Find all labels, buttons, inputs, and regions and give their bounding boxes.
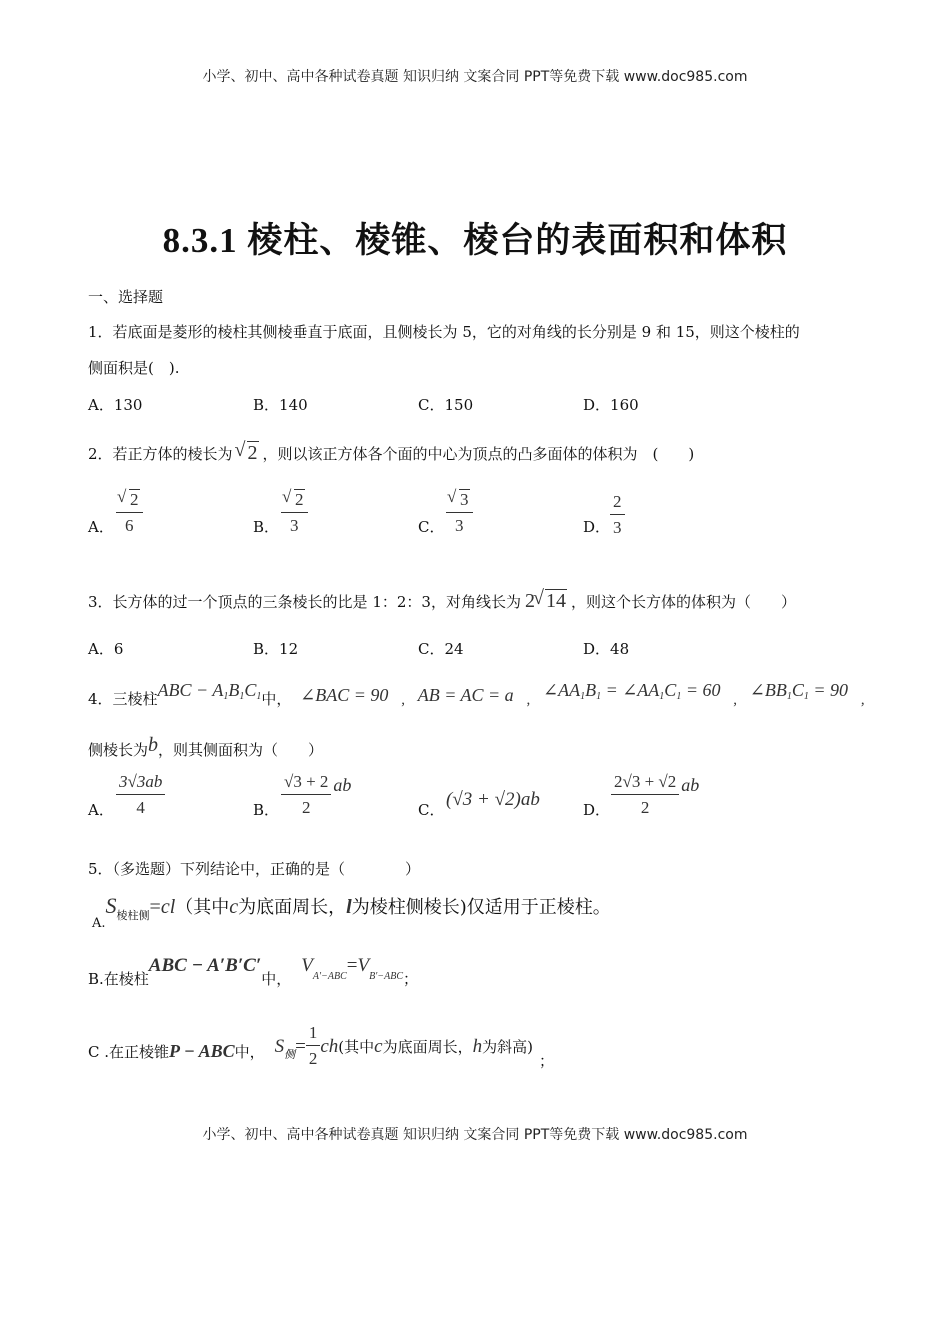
q3-option-c: C．24 xyxy=(418,640,464,658)
q4-b-den: 2 xyxy=(301,798,311,817)
q3-radicand: 14 xyxy=(545,590,566,612)
q4-option-c-expression: (√3 + √2)ab xyxy=(446,789,540,810)
q2-a-den: 6 xyxy=(125,516,134,535)
q4-option-a-label: A． xyxy=(88,801,114,819)
q5-option-a: $_{A.}S_{棱柱侧}=cl$（其中c为底面周长，l为棱柱侧棱长)仅适用于正棱柱。 xyxy=(92,893,611,931)
q3-coefficient: 2 xyxy=(524,590,535,612)
q4-option-c-label: C． xyxy=(418,801,445,819)
q4-stem-line1: 4．三棱柱ABC − $A_1B_1C_1$中， ∠BAC = 90 , AB = AC = a , $\angle AA_1B_1$ = $\angle AA_1C_1 = 60$ , $\angle BB_1C_1 = 90$ , xyxy=(88,680,865,708)
q4-b-tail: ab xyxy=(333,774,352,795)
q4-option-a-fraction xyxy=(116,772,165,818)
q2-option-a-label: A． xyxy=(88,518,114,536)
q4-prism: ABC − $A_1B_1C_1$ xyxy=(157,680,262,702)
q2-radicand: 2 xyxy=(247,442,258,464)
q2-a-num: 2 xyxy=(130,490,139,509)
page-footer: 小学、初中、高中各种试卷真题 知识归纳 文案合同 PPT等免费下载 www.doc985.com xyxy=(202,1127,748,1143)
q2-stem-pre: 2．若正方体的棱长为 xyxy=(88,445,233,463)
q3-option-b: B．12 xyxy=(253,640,299,658)
q4-option-d-fraction xyxy=(611,772,699,818)
q4-lateral-edge: b xyxy=(148,734,159,756)
q2-stem xyxy=(88,443,694,464)
q5-a-subscript: 棱柱侧 xyxy=(116,909,150,922)
page-header: 小学、初中、高中各种试卷真题 知识归纳 文案合同 PPT等免费下载 www.doc985.com xyxy=(202,69,748,85)
q2-stem-post: ，则以该正方体各个面的中心为顶点的凸多面体的体积为 ( ) xyxy=(262,445,695,463)
q4-a-den: 4 xyxy=(136,798,145,817)
q2-option-a-fraction xyxy=(116,490,143,536)
q3-stem-pre: 3．长方体的过一个顶点的三条棱长的比是 1：2：3，对角线长为 xyxy=(88,593,521,611)
q1-option-b: B．140 xyxy=(253,396,308,414)
page-title: 8.3.1 棱柱、棱锥、棱台的表面积和体积 xyxy=(162,221,788,260)
q4-option-b-fraction xyxy=(281,772,351,818)
q2-d-num: 2 xyxy=(610,492,625,515)
q4-stem-pre: 4．三棱柱 xyxy=(88,690,158,708)
q3-option-d: D．48 xyxy=(583,640,630,658)
q4-angle-aa1: $\angle AA_1B_1$ = $\angle AA_1C_1 = 60$ xyxy=(543,680,721,702)
q4-option-b-label: B． xyxy=(253,801,280,819)
q3-sqrt-expression xyxy=(535,591,567,611)
q2-d-den: 3 xyxy=(613,518,622,537)
q2-option-b-label: B． xyxy=(253,518,280,536)
q4-angle-bb1: $\angle BB_1C_1 = 90$ xyxy=(749,680,849,702)
q2-option-c-fraction xyxy=(446,490,473,536)
q4-d-den: 2 xyxy=(640,798,650,817)
q1-stem-line1: 1．若底面是菱形的棱柱其侧棱垂直于底面，且侧棱长为 5，它的对角线的长分别是 9 和 15，则这个棱柱的 xyxy=(88,323,800,341)
q4-option-d-label: D． xyxy=(583,801,611,819)
q4-d-tail: ab xyxy=(681,774,700,795)
q5-stem: 5．（多选题）下列结论中，正确的是（ ） xyxy=(88,860,421,878)
q4-b-num: √3 + 2 xyxy=(281,772,331,795)
q1-stem-line2: 侧面积是( ). xyxy=(88,359,180,377)
q3-option-a: A．6 xyxy=(88,640,124,658)
q1-option-a: A．130 xyxy=(88,396,143,414)
q2-sqrt-expression xyxy=(237,443,259,463)
q3-stem-post: ，则这个长方体的体积为（ ） xyxy=(570,593,796,611)
q2-b-den: 3 xyxy=(290,516,299,535)
q5-b-prism: ABC − A′B′C′ xyxy=(148,955,262,976)
q4-equal-edges: AB = AC = a xyxy=(417,685,514,705)
q1-option-c: C．150 xyxy=(418,396,474,414)
q2-option-d-fraction xyxy=(610,492,625,538)
q2-b-num: 2 xyxy=(295,490,304,509)
q2-option-c-label: C． xyxy=(418,518,445,536)
q2-c-num: 3 xyxy=(460,490,469,509)
q3-stem xyxy=(88,591,796,612)
q5-c-pyramid: P − ABC xyxy=(169,1041,235,1061)
q1-option-d: D．160 xyxy=(583,396,639,414)
q5-option-b: B.在棱柱ABC − A′B′C′中，$V_{A'-ABC}=V_{B'-ABC}$； xyxy=(88,955,419,988)
q5-option-c: C .在正棱锥P − ABC中， $S_侧=$ $\frac{1}{2}$ ch(其中c为底面周长，h为斜高)； xyxy=(88,1023,554,1070)
q4-angle-bac: ∠BAC = 90 xyxy=(300,685,389,705)
q4-a-num: 3√3ab xyxy=(116,772,165,795)
section-heading: 一、选择题 xyxy=(88,288,164,306)
q4-d-num: 2√3 + √2 xyxy=(611,772,679,795)
q2-option-b-fraction xyxy=(281,490,308,536)
q4-stem-mid: 中， xyxy=(261,690,292,708)
q4-stem-line2: 侧棱长为b，则其侧面积为（ ） xyxy=(88,734,324,759)
q2-option-d-label: D． xyxy=(583,518,611,536)
q5-a-label: A. xyxy=(92,916,106,931)
q2-c-den: 3 xyxy=(455,516,464,535)
